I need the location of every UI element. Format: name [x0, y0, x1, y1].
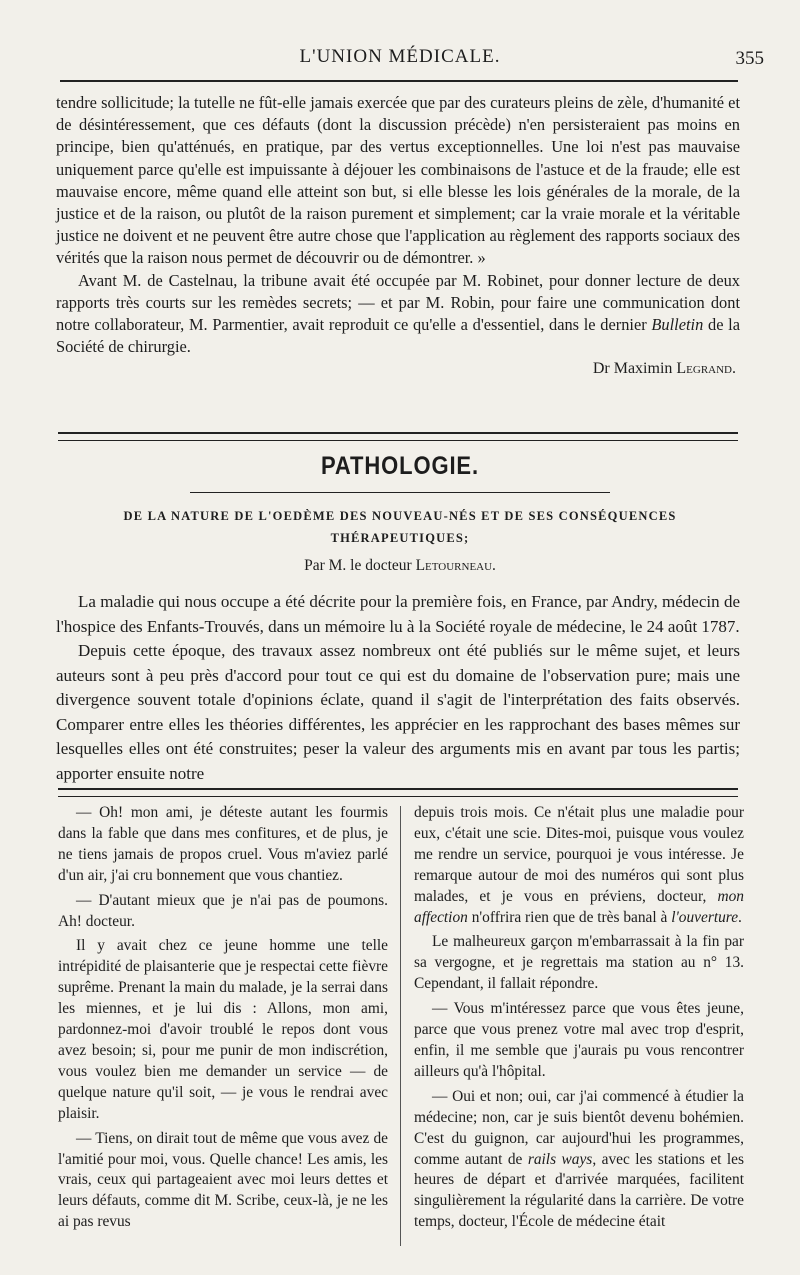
feuilleton-paragraph: — Vous m'intéressez parce que vous êtes jeune, parce que vous prenez votre mal avec trop d'esprit, enfin, il me semble que j'aurais pu vous rencontrer ailleurs qu'à l'hôpital. — [414, 1000, 744, 1080]
feuilleton-left-column — [58, 803, 388, 1237]
header-rule — [60, 80, 738, 82]
article-title: DE LA NATURE DE L'OEDÈME DES NOUVEAU-NÉS ET DE SES CONSÉQUENCES THÉRAPEUTIQUES; — [123, 509, 677, 545]
feuilleton-paragraph: — Tiens, on dirait tout de même que vous avez de l'amitié pour moi, vous. Quelle chance! Les amis, les vrais, ceux qui partageaient avec moi leurs dettes et leurs défauts, comme dit M. Scribe, ceux-là, je ne les ai pas revus — [58, 1129, 388, 1231]
article-paragraph-1: La maladie qui nous occupe a été décrite pour la première fois, en France, par Andry, médecin de l'hospice des Enfants-Trouvés, dans un mémoire lu à la Société royale de médecine, le 24 août 1787. — [56, 592, 740, 636]
preceding-paragraph-2: Avant M. de Castelnau, la tribune avait été occupée par M. Robinet, pour donner lecture de deux rapports très courts sur les remèdes secrets; — et par M. Robin, pour faire une communication dont notre collaborateur, M. Parmentier, avait reproduit ce qu'elle a d'essentiel, dans le dernier Bulletin de la Société de chirurgie. — [56, 270, 740, 357]
signature: Dr Maximin Legrand. — [592, 360, 736, 378]
section-separator — [58, 432, 738, 441]
article-paragraph-2: Depuis cette époque, des travaux assez nombreux ont été publiés sur le même sujet, et leurs auteurs sont à peu près d'accord pour tout ce qui est du domaine de l'observation pure; mais une divergence souvent totale d'opinions éclate, quand il s'agit de l'interprétation des faits observés. Comparer entre elles les théories différentes, les apprécier en les rapprochant des bases mêmes sur lesquelles elles ont été construites; peser la valeur des arguments mis en avant par tous les partis; apporter ensuite notre — [56, 641, 740, 783]
journal-title: L'UNION MÉDICALE. — [299, 46, 501, 67]
feuilleton-paragraph: depuis trois mois. Ce n'était plus une maladie pour eux, c'était une scie. Dites-moi, puisque vous voulez me rendre un service, pourquoi je vous intéresse. Je remarque autour de moi des numéros qui sont plus malades, et je vous en préviens, docteur, mon affection n'offrira rien que de très banal à l'ouverture. — [414, 804, 744, 926]
feuilleton-paragraph: — Oh! mon ami, je déteste autant les fourmis dans la fable que dans mes confitures, et de plus, je ne tiens jamais de propos cruel. Vous m'aviez parlé d'un air, j'ai cru bonnement que vous chantiez. — [58, 804, 388, 884]
preceding-paragraph-1: tendre sollicitude; la tutelle ne fût-elle jamais exercée que par des curateurs pleins de zèle, d'humanité et de désintéressement, que ces défauts (dont la discussion précède) n'en persisteraient pas moins en principe, bien qu'atténués, en pratique, par des vertus exceptionnelles. Une loi n'est pas mauvaise uniquement parce qu'elle est impuissante à déjouer les combinaisons de l'astuce et de la fraude; elle est mauvaise encore, même quand elle atteint son but, si elle blesse les lois générales de la morale, de la justice et de la raison, ou plutôt de la raison purement et simplement; car la vraie morale et la véritable justice ne doivent et ne peuvent être autre chose que l'application au règlement des rapports sociaux des vérités que la raison nous permet de découvrir ou de démontrer. » — [56, 93, 740, 268]
feuilleton-paragraph: — D'autant mieux que je n'ai pas de poumons. Ah! docteur. — [58, 891, 388, 930]
section-heading: PATHOLOGIE. — [321, 452, 479, 480]
byline: Par M. le docteur Letourneau. — [304, 557, 496, 574]
preceding-article — [56, 92, 740, 381]
article-body — [56, 590, 740, 786]
feuilleton-paragraph: — Oui et non; oui, car j'ai commencé à étudier la médecine; non, car je suis bientôt devenu bohémien. C'est du guignon, car aujourd'hui les programmes, comme autant de rails ways, avec les stations et les heures de départ et d'arrivée marquées, facilitent singulièrement la régularité dans la carrière. De votre temps, docteur, l'École de médecine était — [414, 1087, 744, 1231]
heading-rule — [190, 492, 610, 493]
feuilleton-paragraph: Le malheureux garçon m'embarrassait à la fin par sa vergogne, et je regrettais ma station au n° 13. Cependant, il fallait répondre. — [414, 933, 744, 993]
feuilleton-separator — [58, 788, 738, 797]
column-divider — [400, 806, 401, 1246]
running-head — [0, 46, 800, 76]
page-number: 355 — [735, 48, 764, 69]
feuilleton-right-column — [414, 803, 744, 1237]
feuilleton-paragraph: Il y avait chez ce jeune homme une telle intrépidité de plaisanterie que je respectai cette fièvre suprême. Prenant la main du malade, je la serrai dans les miennes, et je lui dis : Allons, mon ami, pardonnez-moi d'avoir troublé le repos dont vous avez besoin; si, pour me punir de mon indiscrétion, vous voulez bien me demander un service — de quelque nature qu'il soit, — je vous le rendrai avec plaisir. — [58, 937, 388, 1122]
